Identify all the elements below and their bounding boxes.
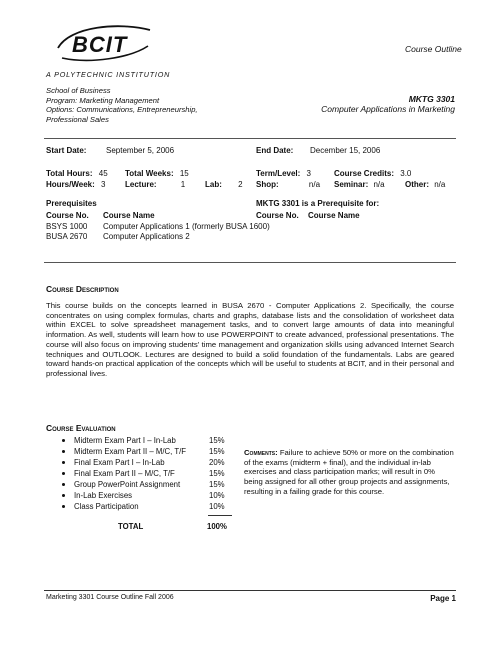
list-item: Midterm Exam Part I – In-Lab [74,436,176,445]
prereq-for-heading: MKTG 3301 is a Prerequisite for: [256,199,380,208]
total-weeks: Total Weeks: 15 [125,169,189,178]
list-item: Final Exam Part I – In-Lab [74,458,165,467]
prereq-for-col-name: Course Name [308,211,360,220]
course-credits: Course Credits: 3.0 [334,169,412,178]
list-item-pct: 10% [209,502,225,511]
lab: Lab: 2 [205,180,243,189]
course-title: Computer Applications in Marketing [321,104,455,114]
total-label: TOTAL [118,522,144,531]
list-item: Class Participation [74,502,139,511]
shop: Shop: n/a [256,180,321,189]
list-item: Group PowerPoint Assignment [74,480,180,489]
footer-divider [44,590,456,591]
list-item-pct: 10% [209,491,225,500]
prereq-row-name: Computer Applications 1 (formerly BUSA 1600) [103,222,270,231]
school-line: School of Business [46,86,111,95]
lecture: Lecture: 1 [125,180,186,189]
start-date: Start Date: [46,146,87,155]
prereq-for-col-no: Course No. [256,211,299,220]
prereq-row-no: BSYS 1000 [46,222,88,231]
school-line: Program: Marketing Management [46,95,160,105]
tagline: A POLYTECHNIC INSTITUTION [46,70,171,79]
seminar: Seminar: n/a [334,180,385,189]
list-item: Midterm Exam Part II – M/C, T/F [74,447,186,456]
term-level: Term/Level: 3 [256,169,311,178]
bullet-icon [62,472,65,475]
divider [44,138,456,139]
start-date-value: September 5, 2006 [106,146,175,155]
end-date: End Date: [256,146,294,155]
school-line: Options: Communications, Entrepreneurship, [46,105,198,114]
evaluation-heading: Course Evaluation [46,423,116,433]
bullet-icon [62,505,65,508]
list-item-pct: 15% [209,447,225,456]
list-item-pct: 15% [209,469,225,478]
total-rule [208,515,232,516]
bullet-icon [62,494,65,497]
list-item: In-Lab Exercises [74,491,132,500]
school-line: Professional Sales [46,114,109,124]
evaluation-comments: Comments: Failure to achieve 50% or more on the combination of the exams (midterm + final), and the individual in-lab exercises and class participation marks; will result in 0% being assigned for all other group projects and assignments, resulting in a failing grade for this course. [244,448,454,496]
bcit-logo-text: BCIT [72,32,128,57]
prereq-heading: Prerequisites [46,199,97,208]
footer-left: Marketing 3301 Course Outline Fall 2006 [46,594,174,601]
list-item-pct: 15% [209,480,225,489]
prereq-row-no: BUSA 2670 [46,232,88,241]
list-item-pct: 20% [209,458,225,467]
description-text: This course builds on the concepts learned in BUSA 2670 - Computer Applications 2. Specifically, the course concentrates on using complex formulas, charts and graphs, database lists and the consolidation of worksheet data within EXCEL to solve spreadsheet management tasks, and to convert large amounts of data into meaningful information. As well, students will learn how to use POWERPOINT to create advanced, professional presentations. The course will also focus on improving students' time management and organization skills using advanced Internet Search techniques and OUTLOOK. Lectures are designed to build a solid foundation of the fundamentals. Labs are geared toward hands-on practical application of the concepts which will be useful to students at BCIT, and in their personal and professional lives. [46,301,454,378]
end-date-value: December 15, 2006 [310,146,381,155]
school-info [46,86,266,124]
bullet-icon [62,439,65,442]
divider [44,262,456,263]
description-heading: Course Description [46,284,119,294]
doc-type: Course Outline [405,44,462,54]
bullet-icon [62,461,65,464]
total-value: 100% [207,522,227,531]
course-code: MKTG 3301 [408,94,455,104]
page-number: Page 1 [430,594,456,603]
list-item: Final Exam Part II – M/C, T/F [74,469,175,478]
bcit-logo [50,20,160,66]
total-hours: Total Hours: 45 [46,169,108,178]
hours-week: Hours/Week: 3 [46,180,106,189]
bullet-icon [62,450,65,453]
prereq-col-name: Course Name [103,211,155,220]
list-item-pct: 15% [209,436,225,445]
other: Other: n/a [405,180,446,189]
prereq-col-no: Course No. [46,211,89,220]
bullet-icon [62,483,65,486]
prereq-row-name: Computer Applications 2 [103,232,190,241]
